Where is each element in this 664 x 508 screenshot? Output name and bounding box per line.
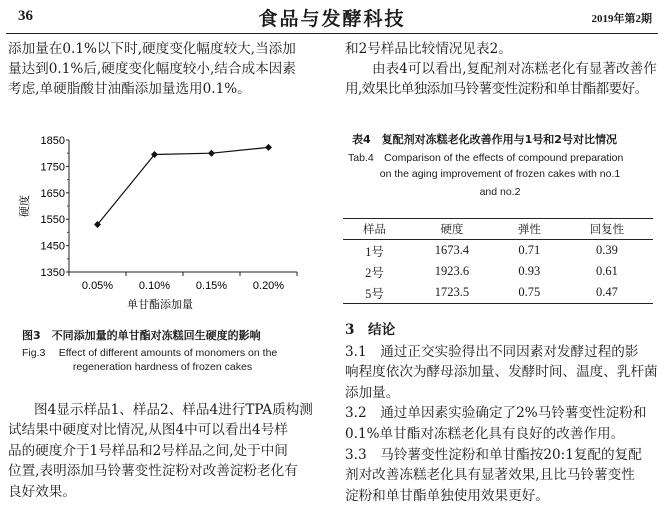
text-line: 3.3 马铃薯变性淀粉和单甘酯按20:1复配的复配 <box>345 447 642 463</box>
column-header: 硬度 <box>406 219 498 240</box>
comparison-table <box>343 218 653 304</box>
data-point <box>208 150 215 157</box>
text-line: 3.2 通过单因素实验确定了2%马铃薯变性淀粉和 <box>345 405 647 421</box>
text-line: 由表4可以看出,复配剂对冻糕老化有显著改善作 <box>372 61 657 77</box>
table-cell: 0.93 <box>518 264 541 278</box>
section-heading: 3 结论 <box>345 322 396 338</box>
text-line: 位置,表明添加马铃薯变性淀粉对改善淀粉老化有 <box>8 463 298 479</box>
page-number: 36 <box>18 8 33 24</box>
y-tick-label: 1450 <box>40 240 65 253</box>
table-cell: 1673.4 <box>434 243 470 257</box>
issue-label: 2019年第2期 <box>591 13 652 25</box>
x-tick-label: 0.05% <box>81 280 114 292</box>
table-caption-en: on the aging improvement of frozen cakes with no.1 <box>379 168 621 180</box>
column-header: 弹性 <box>498 219 561 240</box>
y-tick-label: 1850 <box>40 135 65 147</box>
text-line: 图4显示样品1、样品2、样品4进行TPA质构测 <box>34 402 313 418</box>
y-tick-label: 1350 <box>40 267 65 279</box>
hardness-line-chart <box>0 120 330 320</box>
table-cell: 0.61 <box>596 264 618 278</box>
table-row <box>343 240 653 262</box>
y-tick-label: 1550 <box>40 214 65 227</box>
text-line: 淀粉和单甘酯单独使用效果更好。 <box>345 488 549 504</box>
figure-caption-en: Fig.3 Effect of different amounts of monomers on the <box>22 347 278 359</box>
text-line: 量达到0.1%后,硬度变化幅度较小,结合成本因素 <box>8 61 296 77</box>
table-caption-en: Tab.4 Comparison of the effects of compound preparation <box>348 152 624 164</box>
chart-axes <box>41 135 297 292</box>
data-point <box>265 144 272 151</box>
header-rule <box>6 33 658 34</box>
text-line: 添加量。 <box>345 385 400 401</box>
text-line: 良好效果。 <box>8 484 76 500</box>
table-cell: 0.47 <box>561 282 653 304</box>
table-cell: 0.71 <box>518 243 541 257</box>
text-line: 品的硬度介于1号样品和2号样品之间,处于中间 <box>8 443 288 459</box>
table-cell: 0.75 <box>498 282 561 304</box>
figure-caption-en: regeneration hardness of frozen cakes <box>72 361 253 373</box>
table-cell: 0.39 <box>596 243 618 257</box>
x-axis-label: 单甘酯添加量 <box>127 299 193 311</box>
column-header: 回复性 <box>561 219 653 240</box>
journal-title: 食品与发酵科技 <box>258 8 406 30</box>
table-row <box>343 261 653 282</box>
x-tick-label: 0.15% <box>195 280 228 292</box>
table-row <box>343 282 653 304</box>
y-tick-label: 1650 <box>40 187 65 200</box>
table-cell: 1723.5 <box>406 282 498 304</box>
text-line: 添加量在0.1%以下时,硬度变化幅度较大,当添加 <box>8 41 296 57</box>
chart-marks <box>94 144 272 228</box>
table-header-row <box>343 219 653 240</box>
text-line: 剂对改善冻糕老化具有显著效果,且比马铃薯变性 <box>345 467 635 483</box>
text-line: 用,效果比单独添加马铃薯变性淀粉和单甘酯都要好。 <box>345 81 648 97</box>
text-line: 考虑,单硬脂酸甘油酯添加量选用0.1%。 <box>8 81 251 97</box>
table-caption-cn: 表4 复配剂对冻糕老化改善作用与1号和2号对比情况 <box>352 133 617 146</box>
text-line: 响程度依次为酵母添加量、发酵时间、温度、乳杆菌 <box>345 364 658 380</box>
text-line: 0.1%单甘酯对冻糕老化具有良好的改善作用。 <box>345 426 625 442</box>
x-tick-label: 0.10% <box>138 280 171 292</box>
x-tick-label: 0.20% <box>252 280 285 292</box>
column-header: 样品 <box>343 219 406 240</box>
y-axis-label: 硬度 <box>19 195 31 217</box>
table-cell: 5号 <box>343 282 406 304</box>
figure-caption-cn: 图3 不同添加量的单甘酯对冻糕回生硬度的影响 <box>22 329 261 342</box>
table-cell: 2号 <box>365 265 384 280</box>
y-tick-label: 1750 <box>40 161 65 174</box>
text-line: 3.1 通过正交实验得出不同因素对发酵过程的影 <box>345 344 639 360</box>
table-cell: 1号 <box>365 244 384 259</box>
text-line: 和2号样品比较情况见表2。 <box>345 41 512 57</box>
series-line <box>98 147 269 224</box>
table-cell: 1923.6 <box>434 264 470 278</box>
text-line: 试结果中硬度对比情况,从图4中可以看出4号样 <box>8 422 288 438</box>
table-caption-en: and no.2 <box>479 186 521 198</box>
